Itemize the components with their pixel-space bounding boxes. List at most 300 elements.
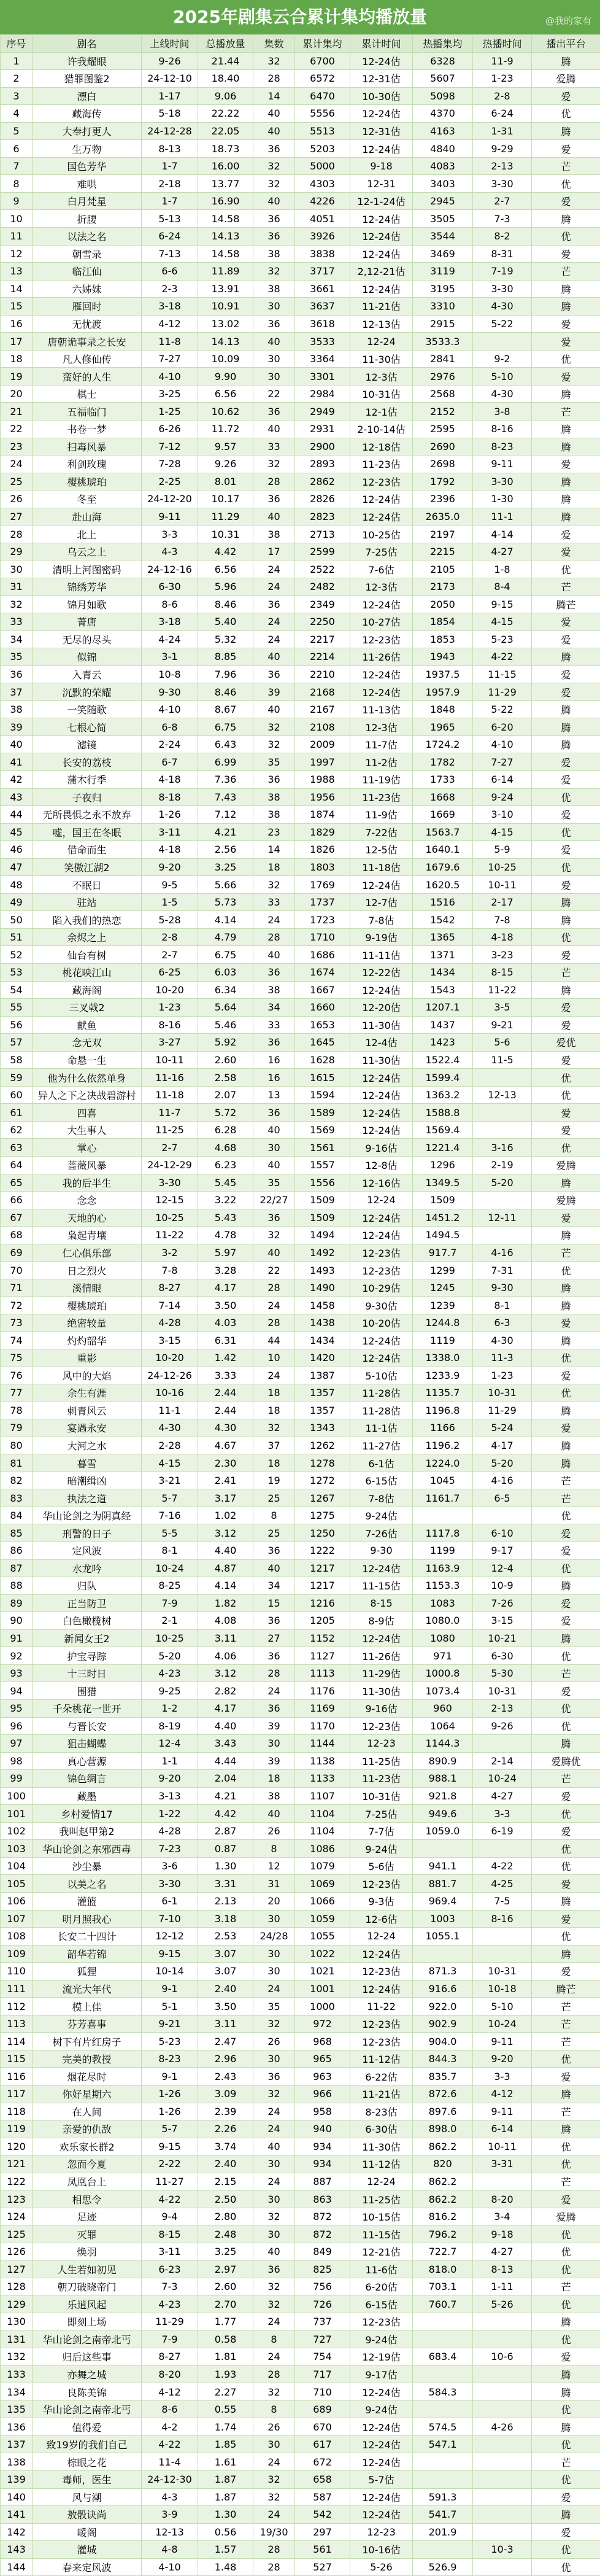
- cell-peak-date: 11-5: [473, 1051, 532, 1069]
- cell-platform: 腾: [532, 1297, 600, 1314]
- cell-peak-date: 10-24: [473, 2015, 532, 2033]
- cell-episodes: 26: [253, 1822, 295, 1840]
- cell-total-views: 3.50: [198, 1297, 253, 1314]
- cell-index: 6: [1, 140, 33, 158]
- cell-cumulative-date: 12-24: [350, 1928, 413, 1946]
- cell-release-date: 7-12: [142, 438, 198, 456]
- cell-peak-date: [473, 2558, 532, 2576]
- cell-title: 扫毒风暴: [33, 438, 142, 456]
- cell-total-views: 8.67: [198, 700, 253, 718]
- cell-platform: 优: [532, 1262, 600, 1279]
- cell-title: 仁心俱乐部: [33, 1244, 142, 1262]
- cell-release-date: 4-30: [142, 1419, 198, 1437]
- cell-platform: 芒: [532, 1664, 600, 1682]
- cell-total-views: 1.85: [198, 2435, 253, 2453]
- cell-title: 亲爱的仇敌: [33, 2120, 142, 2138]
- cell-peak-avg: 2396: [413, 491, 473, 508]
- cell-release-date: 7-9: [142, 1594, 198, 1612]
- cell-episodes: 27: [253, 1629, 295, 1647]
- cell-peak-date: 9-15: [473, 596, 532, 613]
- cell-cumulative-date: 12-24估: [350, 2453, 413, 2471]
- cell-index: 67: [1, 1209, 33, 1227]
- cell-platform: 腾: [532, 2383, 600, 2401]
- cell-release-date: 1-26: [142, 2103, 198, 2120]
- cell-cumulative-date: 12-24估: [350, 1332, 413, 1349]
- cell-total-views: 11.72: [198, 421, 253, 438]
- cell-cumulative-date: 9-24估: [350, 2400, 413, 2418]
- table-row: [1, 1262, 600, 1279]
- cell-index: 98: [1, 1752, 33, 1770]
- cell-cumulative-date: 12-1估: [350, 403, 413, 421]
- cell-platform: 爱: [532, 665, 600, 683]
- cell-peak-date: 4-14: [473, 526, 532, 543]
- cell-peak-date: 4-27: [473, 2243, 532, 2260]
- cell-platform: 爱: [532, 526, 600, 543]
- cell-release-date: 4-10: [142, 2558, 198, 2576]
- cell-peak-date: 2-7: [473, 192, 532, 210]
- cell-peak-date: 8-2: [473, 228, 532, 246]
- cell-cumulative-date: 12-23估: [350, 473, 413, 491]
- cell-cumulative-date: 5-10估: [350, 1367, 413, 1384]
- cell-platform: 优: [532, 1559, 600, 1577]
- cell-platform: 腾: [532, 2313, 600, 2331]
- cell-avg-views: 2826: [295, 491, 350, 508]
- cell-platform: 优: [532, 1384, 600, 1402]
- cell-index: 77: [1, 1384, 33, 1402]
- cell-platform: 优: [532, 1139, 600, 1157]
- cell-title: 折腰: [33, 210, 142, 228]
- cell-release-date: 9-4: [142, 2208, 198, 2225]
- cell-release-date: 2-24: [142, 735, 198, 753]
- cell-index: 64: [1, 1157, 33, 1174]
- cell-peak-avg: 862.2: [413, 2173, 473, 2190]
- cell-title: 亦舞之城: [33, 2365, 142, 2383]
- cell-peak-avg: [413, 2541, 473, 2559]
- cell-cumulative-date: 12-24估: [350, 245, 413, 263]
- cell-release-date: 5-1: [142, 1998, 198, 2015]
- cell-peak-date: 9-29: [473, 140, 532, 158]
- cell-platform: 爱: [532, 613, 600, 631]
- cell-episodes: 36: [253, 403, 295, 421]
- table-row: [1, 1489, 600, 1507]
- cell-episodes: 15: [253, 1594, 295, 1612]
- cell-title: 嘘，国王在冬眠: [33, 823, 142, 841]
- cell-title: 完美的教授: [33, 2050, 142, 2068]
- cell-episodes: 22: [253, 385, 295, 403]
- cell-title: 生万物: [33, 140, 142, 158]
- cell-platform: 芒: [532, 1998, 600, 2015]
- table-row: [1, 2243, 600, 2260]
- cell-release-date: 12-12: [142, 1928, 198, 1946]
- cell-episodes: 24: [253, 630, 295, 648]
- cell-release-date: 11-1: [142, 1402, 198, 1419]
- cell-episodes: 38: [253, 526, 295, 543]
- cell-release-date: 6-6: [142, 263, 198, 281]
- cell-avg-views: 2349: [295, 596, 350, 613]
- cell-cumulative-date: 11-7估: [350, 735, 413, 753]
- cell-cumulative-date: 12-23估: [350, 630, 413, 648]
- table-row: [1, 1192, 600, 1209]
- cell-platform: 爱: [532, 2348, 600, 2366]
- cell-total-views: 13.77: [198, 175, 253, 193]
- cell-release-date: 11-29: [142, 2313, 198, 2331]
- cell-episodes: 30: [253, 2155, 295, 2173]
- cell-avg-views: 4226: [295, 192, 350, 210]
- cell-release-date: 9-11: [142, 508, 198, 526]
- cell-total-views: 2.26: [198, 2120, 253, 2138]
- cell-title: 雁回时: [33, 298, 142, 316]
- cell-title: 灼灼韶华: [33, 1332, 142, 1349]
- cell-episodes: 24: [253, 613, 295, 631]
- cell-avg-views: 1250: [295, 1524, 350, 1542]
- cell-avg-views: 872: [295, 2208, 350, 2225]
- cell-peak-avg: 1965: [413, 718, 473, 736]
- cell-avg-views: 940: [295, 2120, 350, 2138]
- cell-peak-avg: 881.7: [413, 1875, 473, 1893]
- table-row: [1, 1314, 600, 1332]
- cell-platform: 芒: [532, 578, 600, 596]
- cell-peak-avg: 2197: [413, 526, 473, 543]
- cell-total-views: 0.55: [198, 2400, 253, 2418]
- cell-cumulative-date: 12-24: [350, 333, 413, 351]
- cell-total-views: 14.13: [198, 333, 253, 351]
- cell-title: 溪情眼: [33, 1279, 142, 1297]
- cell-platform: 优: [532, 1857, 600, 1875]
- cell-total-views: 7.12: [198, 806, 253, 824]
- cell-title: 敖骰诀尚: [33, 2506, 142, 2524]
- cell-platform: 腾: [532, 52, 600, 70]
- cell-peak-avg: 1423: [413, 1034, 473, 1052]
- cell-peak-avg: 1224.0: [413, 1454, 473, 1472]
- cell-title: 猎罪图鉴2: [33, 70, 142, 88]
- cell-title: 千朵桃花一世开: [33, 1699, 142, 1717]
- cell-release-date: 10-11: [142, 1051, 198, 1069]
- table-row: [1, 630, 600, 648]
- cell-release-date: 6-30: [142, 578, 198, 596]
- table-row: [1, 1174, 600, 1192]
- cell-cumulative-date: 11-23估: [350, 1770, 413, 1788]
- cell-peak-date: [473, 1945, 532, 1963]
- cell-index: 1: [1, 52, 33, 70]
- cell-platform: 优: [532, 105, 600, 123]
- cell-index: 63: [1, 1139, 33, 1157]
- cell-cumulative-date: 12-23: [350, 1735, 413, 1753]
- cell-peak-date: 5-22: [473, 315, 532, 333]
- cell-total-views: 1.02: [198, 1507, 253, 1524]
- cell-episodes: 8: [253, 2330, 295, 2348]
- cell-peak-avg: 2945: [413, 192, 473, 210]
- cell-cumulative-date: 10-31估: [350, 1787, 413, 1805]
- cell-title: 六姊妹: [33, 280, 142, 298]
- cell-peak-date: 8-16: [473, 1910, 532, 1928]
- cell-total-views: 13.02: [198, 315, 253, 333]
- cell-release-date: 11-4: [142, 2453, 198, 2471]
- cell-release-date: 7-14: [142, 1297, 198, 1314]
- cell-release-date: 7-16: [142, 1507, 198, 1524]
- cell-avg-views: 1133: [295, 1770, 350, 1788]
- cell-release-date: 6-1: [142, 1892, 198, 1910]
- cell-peak-date: [473, 1192, 532, 1209]
- table-row: [1, 140, 600, 158]
- column-header-avg-views: 累计集均: [295, 35, 350, 53]
- cell-platform: 腾: [532, 508, 600, 526]
- cell-release-date: 8-6: [142, 596, 198, 613]
- cell-release-date: 4-10: [142, 368, 198, 386]
- table-row: [1, 1419, 600, 1437]
- cell-platform: 芒: [532, 2033, 600, 2050]
- cell-title: 以法之名: [33, 228, 142, 246]
- cell-avg-views: 1357: [295, 1384, 350, 1402]
- cell-episodes: 36: [253, 963, 295, 981]
- cell-platform: 爱: [532, 245, 600, 263]
- cell-platform: 腾: [532, 735, 600, 753]
- cell-title: 沉默的荣耀: [33, 683, 142, 701]
- cell-title: 蔷薇风暴: [33, 1157, 142, 1174]
- cell-episodes: 19/30: [253, 2523, 295, 2541]
- cell-release-date: 3-2: [142, 1244, 198, 1262]
- cell-total-views: 2.07: [198, 1086, 253, 1104]
- cell-platform: 优: [532, 2435, 600, 2453]
- cell-total-views: 3.43: [198, 1735, 253, 1753]
- cell-index: 39: [1, 718, 33, 736]
- cell-index: 85: [1, 1524, 33, 1542]
- cell-platform: 腾: [532, 1402, 600, 1419]
- cell-title: 凡人修仙传: [33, 350, 142, 368]
- cell-episodes: 32: [253, 876, 295, 894]
- cell-avg-views: 1357: [295, 1402, 350, 1419]
- cell-episodes: 28: [253, 1279, 295, 1297]
- cell-release-date: 24-12-20: [142, 491, 198, 508]
- cell-peak-date: 4-25: [473, 1875, 532, 1893]
- cell-avg-views: 2984: [295, 385, 350, 403]
- cell-peak-date: 1-30: [473, 491, 532, 508]
- cell-total-views: 3.74: [198, 2138, 253, 2155]
- cell-platform: 腾: [532, 981, 600, 999]
- cell-index: 114: [1, 2033, 33, 2050]
- cell-release-date: 3-30: [142, 1875, 198, 1893]
- cell-platform: 优: [532, 1805, 600, 1823]
- cell-peak-avg: 4840: [413, 140, 473, 158]
- cell-peak-avg: 1296: [413, 1157, 473, 1174]
- table-row: [1, 1297, 600, 1314]
- cell-cumulative-date: 12-24估: [350, 1121, 413, 1139]
- cell-peak-avg: 1196.2: [413, 1437, 473, 1454]
- chart-title-text: 2025年剧集云合累计集均播放量: [173, 7, 427, 27]
- cell-index: 72: [1, 1297, 33, 1314]
- cell-cumulative-date: 7-8估: [350, 911, 413, 929]
- cell-episodes: 38: [253, 280, 295, 298]
- cell-avg-views: 1997: [295, 753, 350, 771]
- cell-title: 华山论剑之南帝北丐: [33, 2330, 142, 2348]
- cell-avg-views: 1059: [295, 1910, 350, 1928]
- cell-episodes: 36: [253, 1034, 295, 1052]
- cell-peak-date: [473, 1840, 532, 1858]
- cell-episodes: 32: [253, 263, 295, 281]
- cell-episodes: 24: [253, 1980, 295, 1998]
- table-row: [1, 1612, 600, 1630]
- cell-episodes: 30: [253, 1139, 295, 1157]
- cell-release-date: 4-8: [142, 2541, 198, 2559]
- cell-index: 52: [1, 946, 33, 964]
- table-row: [1, 2015, 600, 2033]
- table-row: [1, 788, 600, 806]
- cell-avg-views: 1458: [295, 1297, 350, 1314]
- cell-platform: 优: [532, 1699, 600, 1717]
- cell-index: 65: [1, 1174, 33, 1192]
- cell-total-views: 2.43: [198, 2068, 253, 2085]
- cell-title: 入青云: [33, 665, 142, 683]
- cell-cumulative-date: 12-24估: [350, 1980, 413, 1998]
- cell-episodes: 30: [253, 368, 295, 386]
- cell-title: 韶华若锦: [33, 1945, 142, 1963]
- table-row: [1, 1332, 600, 1349]
- column-header-total-views: 总播放量: [198, 35, 253, 53]
- cell-total-views: 4.42: [198, 543, 253, 561]
- cell-total-views: 1.57: [198, 2541, 253, 2559]
- cell-peak-avg: 971: [413, 1647, 473, 1665]
- cell-platform: 爱: [532, 1787, 600, 1805]
- cell-peak-avg: 1437: [413, 1016, 473, 1034]
- cell-cumulative-date: 12-24估: [350, 2383, 413, 2401]
- table-row: [1, 1770, 600, 1788]
- table-row: [1, 928, 600, 946]
- cell-episodes: 40: [253, 1559, 295, 1577]
- cell-index: 18: [1, 350, 33, 368]
- cell-peak-date: 2-14: [473, 1752, 532, 1770]
- cell-avg-views: 1509: [295, 1209, 350, 1227]
- cell-release-date: 9-1: [142, 1980, 198, 1998]
- cell-episodes: 30: [253, 2050, 295, 2068]
- table-row: [1, 2435, 600, 2453]
- cell-index: 43: [1, 788, 33, 806]
- cell-title: 焕羽: [33, 2243, 142, 2260]
- cell-platform: 优: [532, 2330, 600, 2348]
- cell-avg-views: 1645: [295, 1034, 350, 1052]
- cell-cumulative-date: 11-30估: [350, 1051, 413, 1069]
- cell-peak-date: 9-24: [473, 788, 532, 806]
- cell-avg-views: 849: [295, 2243, 350, 2260]
- cell-peak-avg: 1943: [413, 648, 473, 666]
- watermark: @我的家有: [545, 4, 591, 38]
- cell-episodes: 36: [253, 1647, 295, 1665]
- cell-release-date: 4-28: [142, 1822, 198, 1840]
- cell-index: 99: [1, 1770, 33, 1788]
- cell-platform: 腾: [532, 1332, 600, 1349]
- cell-peak-date: 6-24: [473, 105, 532, 123]
- table-row: [1, 192, 600, 210]
- cell-avg-views: 2862: [295, 473, 350, 491]
- cell-release-date: 8-1: [142, 1542, 198, 1560]
- cell-index: 118: [1, 2103, 33, 2120]
- cell-title: 值得爱: [33, 2418, 142, 2436]
- cell-platform: 芒: [532, 1472, 600, 1489]
- cell-peak-avg: 1724.2: [413, 735, 473, 753]
- table-row: [1, 1752, 600, 1770]
- cell-avg-views: 3533: [295, 333, 350, 351]
- cell-index: 144: [1, 2558, 33, 2576]
- cell-peak-date: 12-13: [473, 1086, 532, 1104]
- cell-peak-date: 9-20: [473, 2050, 532, 2068]
- cell-episodes: 8: [253, 2400, 295, 2418]
- table-row: [1, 333, 600, 351]
- cell-total-views: 3.07: [198, 1963, 253, 1980]
- cell-peak-date: 10-21: [473, 1629, 532, 1647]
- cell-peak-avg: 897.6: [413, 2103, 473, 2120]
- cell-episodes: 30: [253, 350, 295, 368]
- cell-peak-avg: 4163: [413, 122, 473, 140]
- table-row: [1, 368, 600, 386]
- cell-release-date: 2-7: [142, 1139, 198, 1157]
- cell-platform: 优: [532, 175, 600, 193]
- cell-avg-views: 756: [295, 2278, 350, 2296]
- cell-total-views: 10.17: [198, 491, 253, 508]
- cell-release-date: 3-9: [142, 2506, 198, 2524]
- cell-total-views: 2.48: [198, 2225, 253, 2243]
- cell-peak-avg: 584.3: [413, 2383, 473, 2401]
- cell-peak-avg: 526.9: [413, 2558, 473, 2576]
- cell-release-date: 3-18: [142, 613, 198, 631]
- cell-total-views: 4.17: [198, 1279, 253, 1297]
- cell-episodes: 32: [253, 2208, 295, 2225]
- cell-release-date: 24-12-26: [142, 1367, 198, 1384]
- cell-peak-avg: 1669: [413, 806, 473, 824]
- cell-index: 116: [1, 2068, 33, 2085]
- cell-total-views: 9.57: [198, 438, 253, 456]
- table-row: [1, 1682, 600, 1700]
- cell-index: 90: [1, 1612, 33, 1630]
- cell-index: 17: [1, 333, 33, 351]
- cell-index: 80: [1, 1437, 33, 1454]
- cell-total-views: 2.53: [198, 1928, 253, 1946]
- cell-cumulative-date: 12-1-24估: [350, 192, 413, 210]
- cell-peak-avg: 4083: [413, 157, 473, 175]
- table-row: [1, 1875, 600, 1893]
- cell-platform: 爱: [532, 1314, 600, 1332]
- cell-peak-avg: 1853: [413, 630, 473, 648]
- cell-title: 水龙吟: [33, 1559, 142, 1577]
- cell-cumulative-date: 11-12估: [350, 2050, 413, 2068]
- cell-peak-avg: 1233.9: [413, 1367, 473, 1384]
- cell-total-views: 8.46: [198, 683, 253, 701]
- cell-episodes: 38: [253, 1787, 295, 1805]
- cell-episodes: 18: [253, 858, 295, 876]
- cell-title: 余烬之上: [33, 928, 142, 946]
- cell-peak-avg: 1000.8: [413, 1664, 473, 1682]
- cell-platform: 优: [532, 2260, 600, 2278]
- cell-index: 75: [1, 1349, 33, 1367]
- cell-release-date: 5-5: [142, 1524, 198, 1542]
- cell-cumulative-date: 6-1估: [350, 1454, 413, 1472]
- table-row: [1, 1594, 600, 1612]
- cell-peak-date: 3-23: [473, 946, 532, 964]
- cell-platform: 优: [532, 2225, 600, 2243]
- cell-peak-date: [473, 2471, 532, 2489]
- cell-avg-views: 3301: [295, 368, 350, 386]
- cell-peak-date: 5-9: [473, 841, 532, 859]
- cell-title: 华山论剑之为阴真经: [33, 1507, 142, 1524]
- cell-index: 112: [1, 1998, 33, 2015]
- cell-total-views: 7.36: [198, 770, 253, 788]
- cell-title: 念无双: [33, 1034, 142, 1052]
- cell-avg-views: 717: [295, 2365, 350, 2383]
- cell-title: 芬芳喜事: [33, 2015, 142, 2033]
- cell-index: 100: [1, 1787, 33, 1805]
- cell-release-date: 1-26: [142, 2085, 198, 2103]
- cell-peak-avg: 2635.0: [413, 508, 473, 526]
- cell-cumulative-date: 11-15估: [350, 1577, 413, 1595]
- cell-total-views: 5.96: [198, 578, 253, 596]
- cell-index: 129: [1, 2295, 33, 2313]
